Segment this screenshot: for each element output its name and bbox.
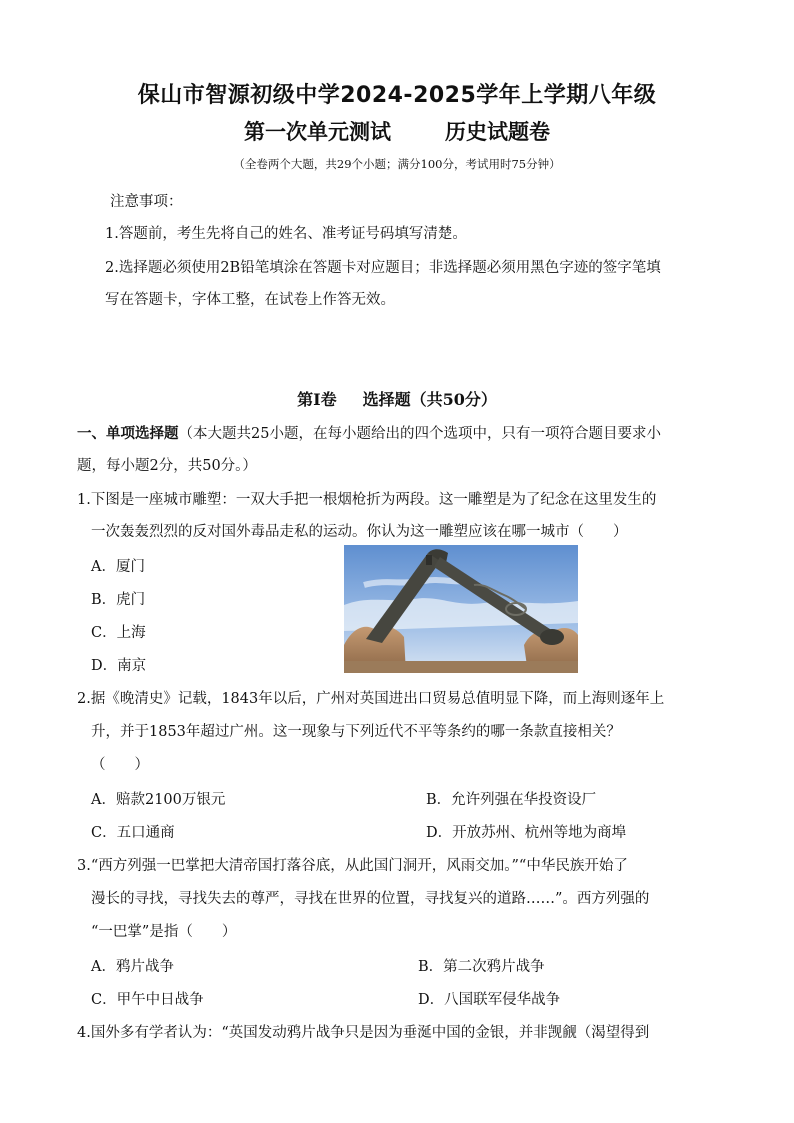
question-2-line2: 升，并于1853年超过广州。这一现象与下列近代不平等条约的哪一条款直接相关？ (91, 724, 621, 740)
question-1-option-d: D．南京 (91, 658, 147, 674)
question-1-line1: 1.下图是一座城市雕塑：一双大手把一根烟枪折为两段。这一雕塑是为了纪念在这里发生的 (77, 492, 657, 508)
question-3-line1: 3.“西方列强一巴掌把大清帝国打落谷底，从此国门洞开，风雨交加。”“中华民族开始了 (77, 858, 628, 874)
exam-note: （全卷两个大题，共29个小题；满分100分，考试用时75分钟） (233, 157, 561, 171)
question-2-option-c: C．五口通商 (91, 825, 175, 841)
question-3-option-c: C．甲午中日战争 (91, 992, 204, 1008)
section-heading-desc: （本大题共25小题，在每小题给出的四个选项中，只有一项符合题目要求小 (178, 426, 661, 442)
part-title: 选择题（共50分） (362, 390, 497, 409)
section-heading-line1 (77, 422, 661, 443)
question-4-line1: 4.国外多有学者认为：“英国发动鸦片战争只是因为垂涎中国的金银，并非觊觎（渴望得到 (77, 1025, 650, 1041)
sculpture-photo (344, 545, 578, 673)
part-label: 第Ⅰ卷 (297, 390, 337, 409)
notes-item-1: 1.答题前，考生先将自己的姓名、准考证号码填写清楚。 (105, 226, 467, 242)
part-heading (0, 387, 794, 410)
notes-item-2-line2: 写在答题卡，字体工整，在试卷上作答无效。 (105, 292, 395, 308)
question-1-option-a: A．厦门 (91, 559, 145, 575)
question-3-option-a: A．鸦片战争 (91, 959, 174, 975)
question-3-line3: “一巴掌”是指（ ） (91, 924, 237, 940)
question-1-line2: 一次轰轰烈烈的反对国外毒品走私的运动。你认为这一雕塑应该在哪一城市（ ） (91, 524, 628, 540)
question-3-option-d: D．八国联军侵华战争 (418, 992, 561, 1008)
question-1-option-b: B．虎门 (91, 592, 146, 608)
question-1-option-c: C．上海 (91, 625, 146, 641)
exam-title-line1: 保山市智源初级中学2024-2025学年上学期八年级 (137, 83, 657, 108)
question-2-line3: （ ） (91, 757, 149, 773)
question-2-line1: 2.据《晚清史》记载，1843年以后，广州对英国进出口贸易总值明显下降，而上海则逐年上 (77, 691, 665, 707)
question-3-option-b: B．第二次鸦片战争 (418, 959, 545, 975)
broken-opium-pipe-sculpture-image (344, 545, 578, 673)
section-heading-label: 一、单项选择题 (77, 425, 179, 442)
question-2-option-b: B．允许列强在华投资设厂 (426, 792, 597, 808)
notes-heading: 注意事项： (110, 194, 183, 210)
exam-title-subject: 历史试题卷 (445, 120, 550, 144)
question-3-line2: 漫长的寻找，寻找失去的尊严，寻找在世界的位置，寻找复兴的道路……”。西方列强的 (91, 891, 650, 907)
exam-title-line2 (0, 116, 794, 146)
question-2-option-d: D．开放苏州、杭州等地为商埠 (426, 825, 627, 841)
notes-item-2-line1: 2.选择题必须使用2B铅笔填涂在答题卡对应题目；非选择题必须用黑色字迹的签字笔填 (105, 260, 661, 276)
question-2-option-a: A．赔款2100万银元 (91, 792, 226, 808)
exam-title-test-name: 第一次单元测试 (244, 120, 391, 144)
section-heading-line2: 题，每小题2分，共50分。） (77, 458, 257, 474)
